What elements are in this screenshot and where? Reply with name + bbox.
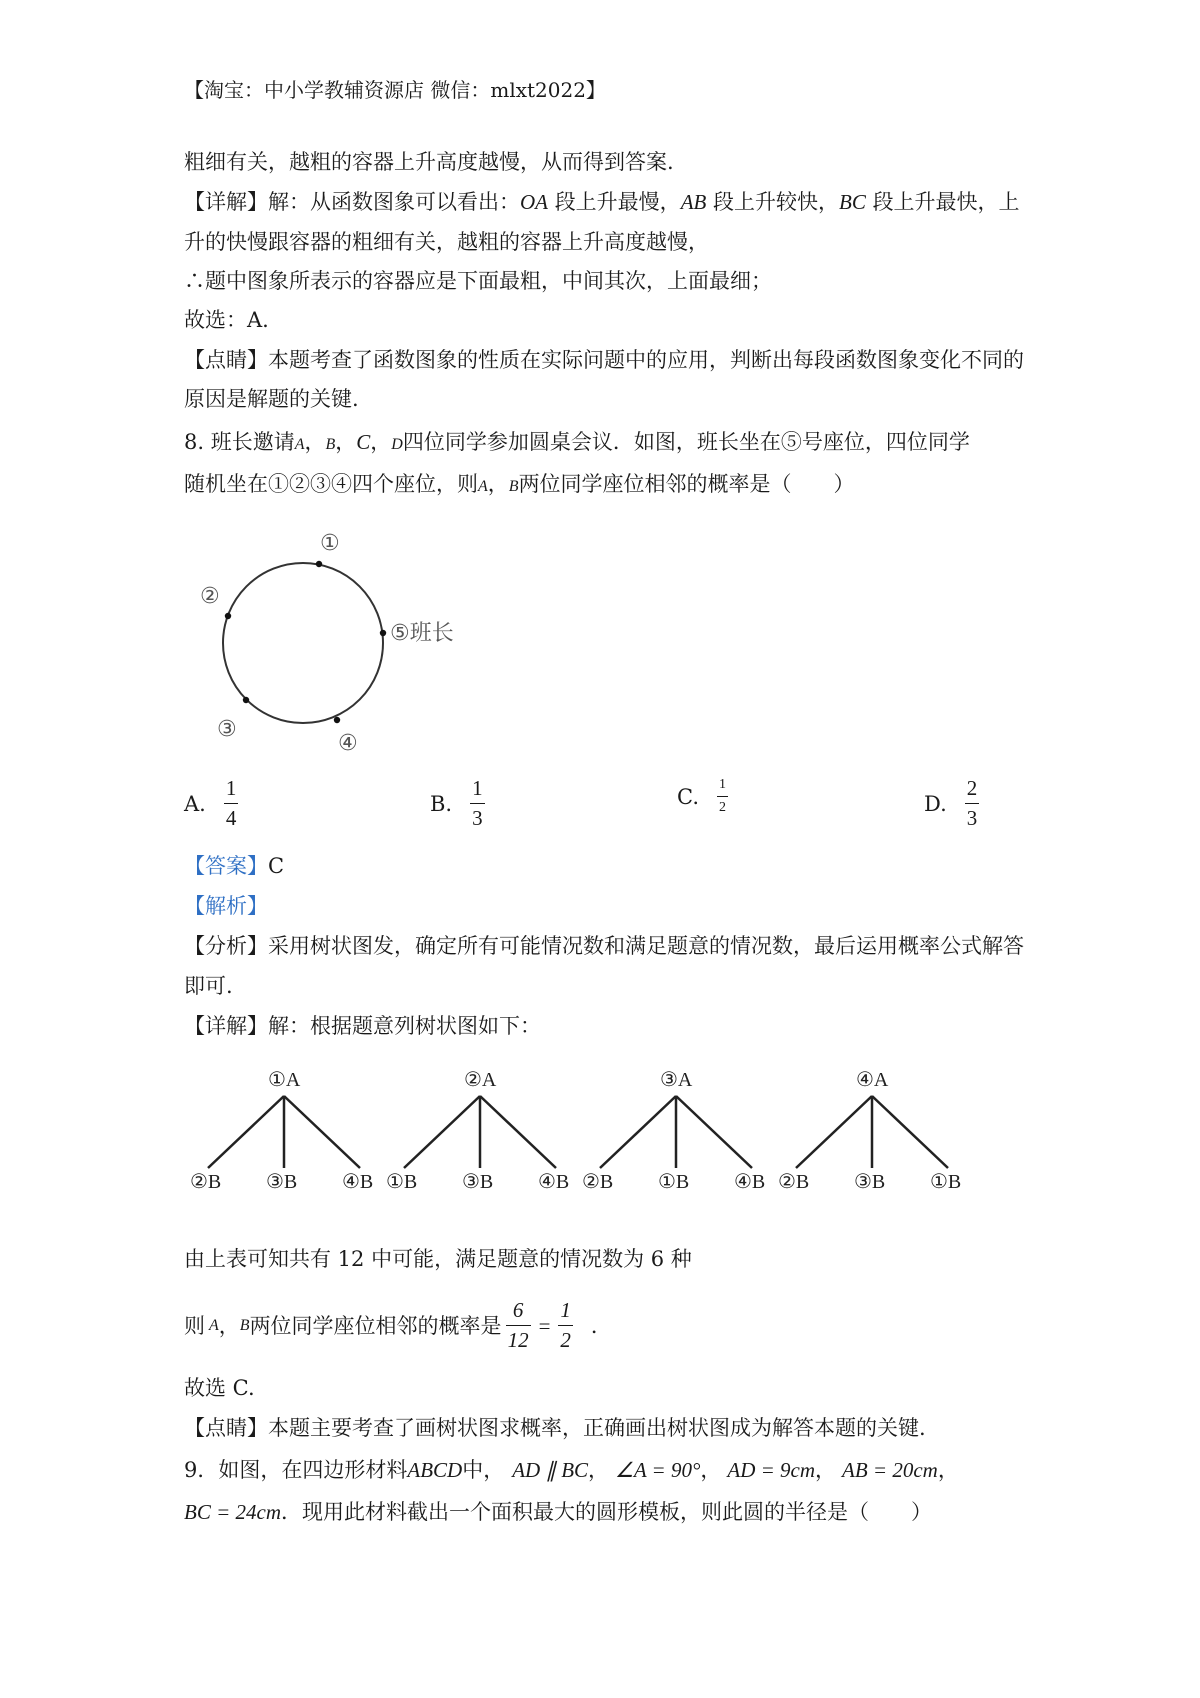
tree-root-label: ③A	[660, 1069, 693, 1091]
sep: ，	[335, 430, 357, 454]
analysis-tag: 【解析】	[184, 894, 268, 918]
detail-tag: 【详解】	[184, 190, 268, 214]
seat-dot	[334, 717, 340, 723]
sep: ，	[370, 430, 392, 454]
tree-leaf-label: ③B	[854, 1171, 886, 1190]
fenxi-line-2: 即可.	[184, 974, 233, 998]
tree-leaf-label: ①B	[658, 1171, 690, 1190]
q8-text: 四位同学参加圆桌会议．如图，班长坐在⑤号座位，四位同学	[402, 430, 970, 454]
tree-4	[778, 1069, 961, 1190]
prev-line-3: 升的快慢跟容器的粗细有关，越粗的容器上升高度越慢，	[184, 230, 709, 254]
sep: ，	[588, 1458, 610, 1482]
denominator: 2	[558, 1325, 573, 1351]
seat-dot	[243, 697, 249, 703]
tree-leaf-label: ③B	[266, 1171, 298, 1190]
seat-5-label: ⑤班长	[390, 621, 454, 646]
tree-leaf-label: ④B	[734, 1171, 766, 1190]
tree-diagram	[184, 1060, 984, 1190]
tree-leaf-label: ②B	[778, 1171, 810, 1190]
q8-stem-line-1	[184, 428, 970, 459]
sep: ，	[815, 1458, 837, 1482]
letter-c: C	[356, 430, 371, 454]
option-fraction	[224, 778, 239, 829]
denominator: 3	[470, 803, 485, 829]
detail-tag: 【详解】	[184, 1014, 268, 1038]
tree-leaf-label: ①B	[386, 1171, 418, 1190]
prev-line-1: 粗细有关，越粗的容器上升高度越慢，从而得到答案.	[184, 150, 674, 174]
tree-branch	[796, 1096, 872, 1168]
fraction-6-12	[506, 1300, 531, 1351]
denominator: 3	[965, 803, 980, 829]
letter-b: B	[239, 1316, 250, 1334]
prev-line-5: 故选：A.	[184, 308, 269, 332]
sep: ，	[700, 1458, 722, 1482]
q9-stem-line-1	[184, 1456, 959, 1484]
segment-ab: AB	[680, 190, 707, 214]
comment-tag: 【点睛】	[184, 1416, 268, 1440]
answer-tag: 【答案】	[184, 854, 268, 878]
tree-branch	[480, 1096, 556, 1168]
comment-text: 本题考查了函数图象的性质在实际问题中的应用，判断出每段函数图象变化不同的	[268, 348, 1024, 372]
seat-dot	[225, 613, 231, 619]
fenxi-tag: 【分析】	[184, 934, 268, 958]
choose-line: 故选 C.	[184, 1376, 255, 1400]
result-text: 两位同学座位相邻的概率是	[249, 1313, 502, 1338]
tree-2	[386, 1069, 569, 1190]
tree-leaf-label: ④B	[342, 1171, 374, 1190]
q8-text: 随机坐在①②③④四个座位，则	[184, 472, 478, 496]
analysis-line	[184, 892, 268, 920]
seat-4-label: ④	[338, 731, 358, 756]
comment-text: 本题主要考查了画树状图求概率，正确画出树状图成为解答本题的关键.	[268, 1416, 926, 1440]
letter-b: B	[325, 436, 336, 453]
condition-angle: ∠A = 90°	[615, 1458, 701, 1482]
tree-branch	[872, 1096, 948, 1168]
numerator: 1	[560, 1298, 571, 1322]
option-label: D.	[924, 791, 947, 816]
option-d[interactable]	[924, 778, 979, 829]
tree-1	[190, 1069, 373, 1190]
tree-leaf-label: ③B	[462, 1171, 494, 1190]
q8-stem-line-2	[184, 470, 855, 501]
detail-line	[184, 1012, 541, 1040]
detail-text: 解：根据题意列树状图如下：	[268, 1014, 541, 1038]
prev-detail-line	[184, 188, 1020, 216]
q9-text: 9．如图，在四边形材料	[184, 1458, 408, 1482]
tree-branch	[404, 1096, 480, 1168]
option-fraction	[965, 778, 980, 829]
fenxi-line	[184, 932, 1024, 960]
result-line-1: 由上表可知共有 12 中可能，满足题意的情况数为 6 种	[184, 1247, 692, 1271]
letter-b: B	[508, 478, 519, 495]
option-fraction	[470, 778, 485, 829]
option-b[interactable]	[430, 778, 485, 829]
sep: ，	[218, 1313, 240, 1338]
condition-ab: AB = 20cm	[842, 1458, 938, 1482]
tree-root-label: ②A	[464, 1069, 497, 1091]
seat-3-label: ③	[217, 717, 237, 742]
numerator: 1	[719, 777, 726, 792]
letter-d: D	[391, 436, 403, 453]
q9-text: ．现用此材料截出一个面积最大的圆形模板，则此圆的半径是（ ）	[281, 1500, 932, 1524]
tree-root-label: ①A	[268, 1069, 301, 1091]
tree-leaf-label: ②B	[190, 1171, 222, 1190]
denominator: 12	[506, 1325, 531, 1351]
q8-text: 两位同学座位相邻的概率是（ ）	[518, 472, 855, 496]
answer-line	[184, 852, 284, 880]
seat-dot	[316, 561, 322, 567]
seat-2-label: ②	[200, 584, 220, 609]
seat-1-label: ①	[320, 531, 340, 556]
q8-text: 8. 班长邀请	[184, 430, 295, 454]
letter-a: A	[478, 478, 488, 495]
page-header: 【淘宝：中小学教辅资源店 微信：mlxt2022】	[184, 78, 606, 102]
tree-branch	[284, 1096, 360, 1168]
equals-sign: =	[538, 1313, 551, 1338]
option-fraction	[717, 778, 728, 815]
letter-a: A	[209, 1316, 219, 1334]
trees-group	[190, 1069, 961, 1190]
fenxi-text: 采用树状图发，确定所有可能情况数和满足题意的情况数，最后运用概率公式解答	[268, 934, 1024, 958]
prev-comment-line	[184, 346, 1024, 374]
answer-value: C	[268, 854, 285, 878]
tree-3	[582, 1069, 765, 1190]
numerator: 1	[225, 776, 237, 800]
detail-text: 段上升最慢，	[554, 190, 681, 214]
tree-root-label: ④A	[856, 1069, 889, 1091]
option-c[interactable]	[677, 778, 728, 815]
tree-branch	[208, 1096, 284, 1168]
comment-tag: 【点睛】	[184, 348, 268, 372]
option-label: C.	[677, 784, 699, 809]
letter-a: A	[294, 436, 305, 453]
tree-branch	[676, 1096, 752, 1168]
option-a[interactable]	[184, 778, 238, 829]
q9-stem-line-2	[184, 1498, 932, 1526]
prev-line-4: ∴题中图象所表示的容器应是下面最粗，中间其次，上面最细；	[184, 269, 772, 293]
segment-oa: OA	[520, 190, 548, 214]
denominator: 2	[717, 796, 728, 815]
round-table-figure	[190, 520, 490, 760]
detail-text: 段上升最快，上	[872, 190, 1020, 214]
fraction-1-2	[558, 1300, 573, 1351]
segment-bc: BC	[839, 190, 866, 214]
option-label: A.	[184, 791, 206, 816]
result-text: 则	[184, 1313, 205, 1338]
detail-text: 段上升较快，	[713, 190, 840, 214]
result-line-2	[184, 1300, 612, 1351]
quad-abcd: ABCD	[407, 1458, 463, 1482]
q9-text: 中，	[462, 1458, 505, 1482]
numerator: 6	[512, 1298, 524, 1322]
condition-bc: BC = 24cm	[184, 1500, 281, 1524]
tree-branch	[600, 1096, 676, 1168]
option-label: B.	[430, 791, 453, 816]
period: ．	[590, 1313, 612, 1338]
sep: ，	[304, 430, 326, 454]
q8-comment-line	[184, 1414, 926, 1442]
tree-leaf-label: ②B	[582, 1171, 614, 1190]
sep: ，	[487, 472, 509, 496]
sep: ，	[937, 1458, 959, 1482]
seat-dot	[380, 630, 386, 636]
tree-leaf-label: ①B	[930, 1171, 962, 1190]
detail-text: 解：从函数图象可以看出：	[268, 190, 520, 214]
tree-leaf-label: ④B	[538, 1171, 570, 1190]
denominator: 4	[224, 803, 239, 829]
condition-ad: AD = 9cm	[727, 1458, 816, 1482]
prev-comment-line-2: 原因是解题的关键.	[184, 387, 359, 411]
numerator: 2	[966, 776, 978, 800]
numerator: 1	[472, 776, 483, 800]
condition-parallel: AD ∥ BC	[512, 1458, 589, 1482]
